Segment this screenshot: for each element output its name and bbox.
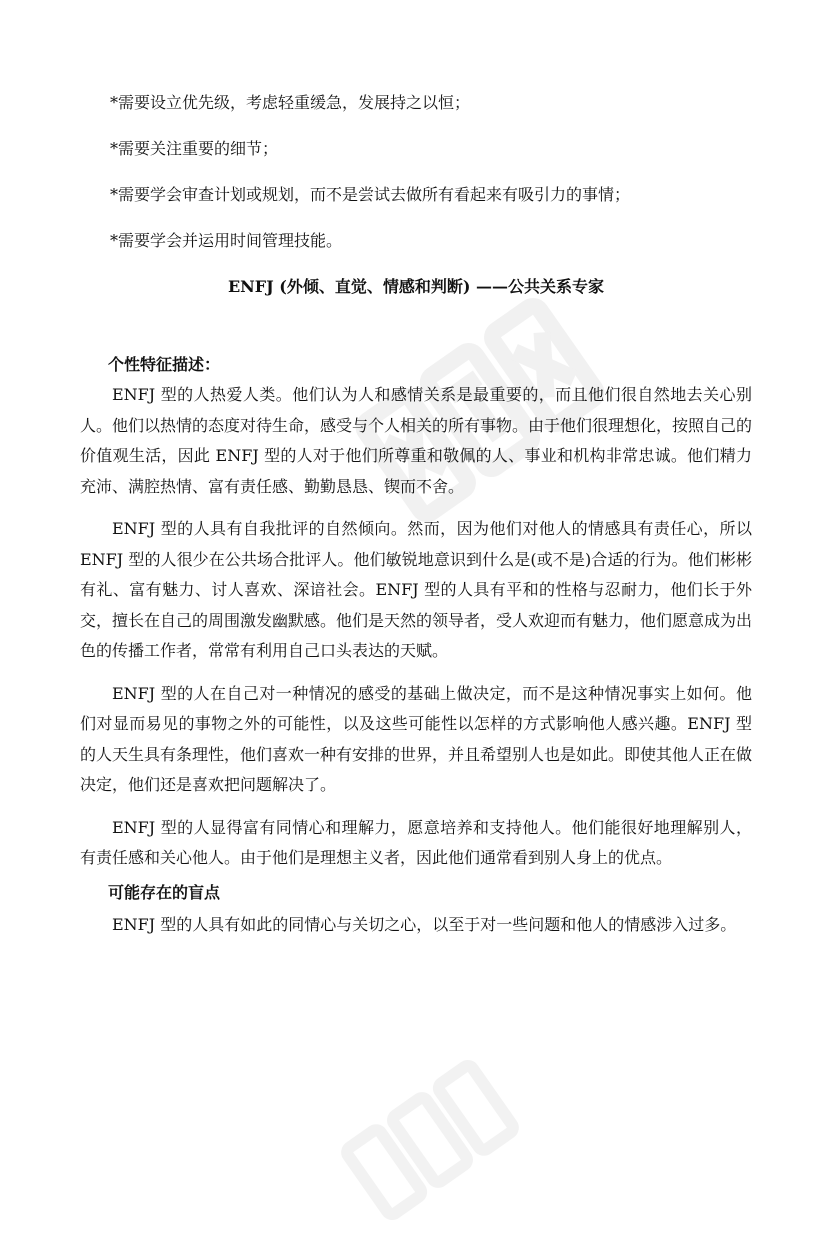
- paragraph: ENFJ 型的人具有自我批评的自然倾向。然而，因为他们对他人的情感具有责任心，所以 ENFJ 型的人很少在公共场合批评人。他们敏锐地意识到什么是(或不是)合适的行为。他们彬彬有礼、富有魅力、讨人喜欢、深谙社会。ENFJ 型的人具有平和的性格与忍耐力，他们长于外交，擅长在自己的周围激发幽默感。他们是天然的领导者，受人欢迎而有魅力，他们愿意成为出色的传播工作者，常常有利用自己口头表达的天赋。: [80, 519, 753, 660]
- bullet-item: *需要学会并运用时间管理技能。: [110, 231, 343, 250]
- subheading-blindspots: 可能存在的盲点: [108, 882, 221, 902]
- bullet-item: *需要学会审查计划或规划，而不是尝试去做所有看起来有吸引力的事情；: [110, 185, 631, 204]
- bullet-item: *需要设立优先级，考虑轻重缓急，发展持之以恒；: [110, 93, 471, 112]
- document-content: [80, 86, 752, 952]
- subheading-traits: 个性特征描述：: [108, 355, 221, 374]
- section-title: ENFJ (外倾、直觉、情感和判断) ——公共关系专家: [227, 277, 605, 296]
- paragraph: ENFJ 型的人热爱人类。他们认为人和感情关系是最重要的，而且他们很自然地去关心别人。他们以热情的态度对待生命，感受与个人相关的所有事物。由于他们很理想化，按照自己的价值观生活，因此 ENFJ 型的人对于他们所尊重和敬佩的人、事业和机构非常忠诚。他们精力充沛、满腔热情、富有责任感、勤勤恳恳、锲而不舍。: [80, 385, 753, 496]
- paragraph: ENFJ 型的人显得富有同情心和理解力，愿意培养和支持他人。他们能很好地理解别人，有责任感和关心他人。由于他们是理想主义者，因此他们通常看到别人身上的优点。: [80, 817, 752, 867]
- bullet-item: *需要关注重要的细节；: [110, 139, 279, 158]
- watermark-icon-bottom: [330, 1040, 530, 1240]
- paragraph: ENFJ 型的人在自己对一种情况的感受的基础上做决定，而不是这种情况事实上如何。他们对显而易见的事物之外的可能性，以及这些可能性以怎样的方式影响他人感兴趣。ENFJ 型的人天生具有条理性，他们喜欢一种有安排的世界，并且希望别人也是如此。即使其他人正在做决定，他们还是喜欢把问题解决了。: [80, 683, 753, 794]
- paragraph: ENFJ 型的人具有如此的同情心与关切之心，以至于对一些问题和他人的情感涉入过多。: [112, 914, 737, 934]
